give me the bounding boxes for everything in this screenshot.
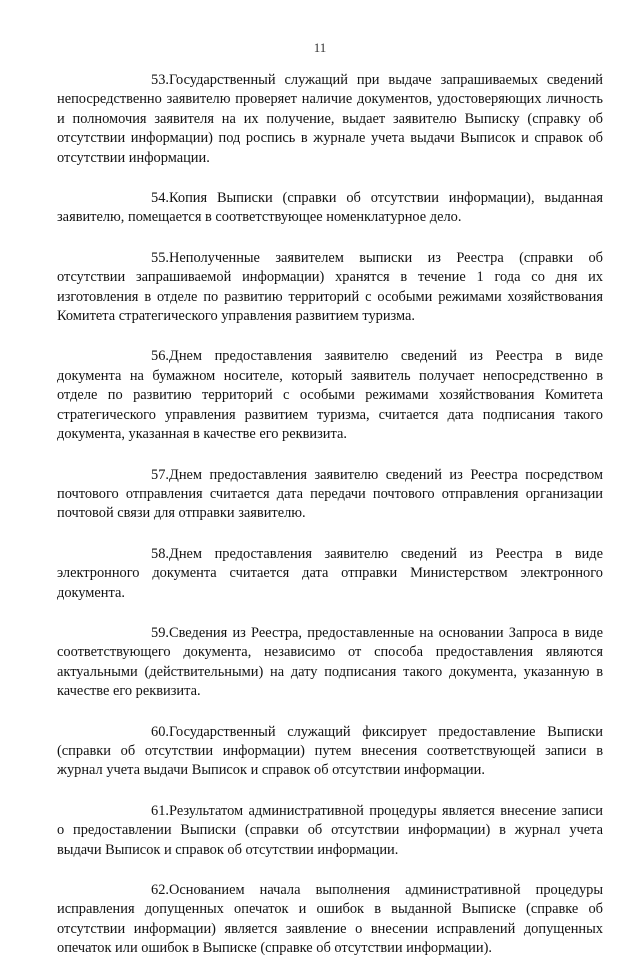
paragraph-57 (57, 466, 603, 524)
paragraph-62 (57, 881, 603, 959)
paragraph-number: 60. (151, 723, 169, 740)
paragraph-number: 55. (151, 249, 169, 266)
paragraph-53 (57, 71, 603, 168)
paragraph-59 (57, 624, 603, 702)
paragraph-text: Копия Выписки (справки об отсутствии информации), выданная заявителю, помещается в соответствующее номенклатурное дело. (57, 190, 603, 226)
paragraph-number: 53. (151, 72, 169, 88)
paragraph-text: Неполученные заявителем выписки из Реестра (справки об отсутствии запрашиваемой информации) хранятся в течение 1 года со дня их изготовления в отделе по развитию территорий с особыми режимами хозяйствования Комитета стратегического управления развитием туризма. (57, 249, 603, 325)
document-body (57, 71, 603, 980)
paragraph-text: Государственный служащий фиксирует предоставление Выписки (справки об отсутствии информации) путем внесения соответствующей записи в журнал учета выдачи Выписок и справок об отсутствии информации. (57, 723, 603, 779)
paragraph-text: Днем предоставления заявителю сведений из Реестра в виде электронного документа считается дата отправки Министерством электронного документа. (57, 545, 603, 601)
paragraph-58 (57, 545, 603, 603)
paragraph-61 (57, 802, 603, 860)
paragraph-number: 59. (151, 624, 169, 641)
paragraph-text: Сведения из Реестра, предоставленные на основании Запроса в виде соответствующего документа, независимо от способа предоставления являются актуальными (действительными) на дату подписания такого документа, указанную в качестве его реквизита. (57, 624, 603, 700)
paragraph-number: 58. (151, 545, 169, 562)
paragraph-number: 56. (151, 348, 169, 365)
paragraph-54 (57, 189, 603, 228)
paragraph-number: 57. (151, 466, 169, 483)
paragraph-60 (57, 723, 603, 781)
paragraph-text: Основанием начала выполнения административной процедуры исправления допущенных опечаток и ошибок в выданной Выписке (справке об отсутствии информации) является заявление о внесении исправлений допущенных опечаток или ошибок в Выписке (справке об отсутствии информации). (57, 882, 603, 957)
paragraph-number: 54. (151, 190, 169, 207)
paragraph-text: Днем предоставления заявителю сведений из Реестра посредством почтового отправления считается дата передачи почтового отправления организации почтовой связи для отправки заявителю. (57, 466, 603, 522)
paragraph-55 (57, 249, 603, 327)
page-number: 11 (313, 40, 327, 55)
paragraph-text: Государственный служащий при выдаче запрашиваемых сведений непосредственно заявителю проверяет наличие документов, удостоверяющих личность и полномочия заявителя на их получение, выдает заявителю Выписку (справку об отсутствии информации) под роспись в журнале учета выдачи Выписок и справок об отсутствии информации. (57, 72, 603, 166)
paragraph-number: 62. (151, 882, 169, 898)
paragraph-text: Результатом административной процедуры является внесение записи о предоставлении Выписки (справки об отсутствии информации) в журнал учета выдачи Выписок и справок об отсутствии информации. (57, 802, 603, 858)
paragraph-text: Днем предоставления заявителю сведений из Реестра в виде документа на бумажном носителе, который заявитель получает непосредственно в отделе по развитию территорий с особыми режимами хозяйствования Комитета стратегического управления развитием туризма, считается дата подписания такого документа, указанная в качестве его реквизита. (57, 348, 603, 443)
paragraph-56 (57, 347, 603, 444)
paragraph-number: 61. (151, 802, 169, 819)
